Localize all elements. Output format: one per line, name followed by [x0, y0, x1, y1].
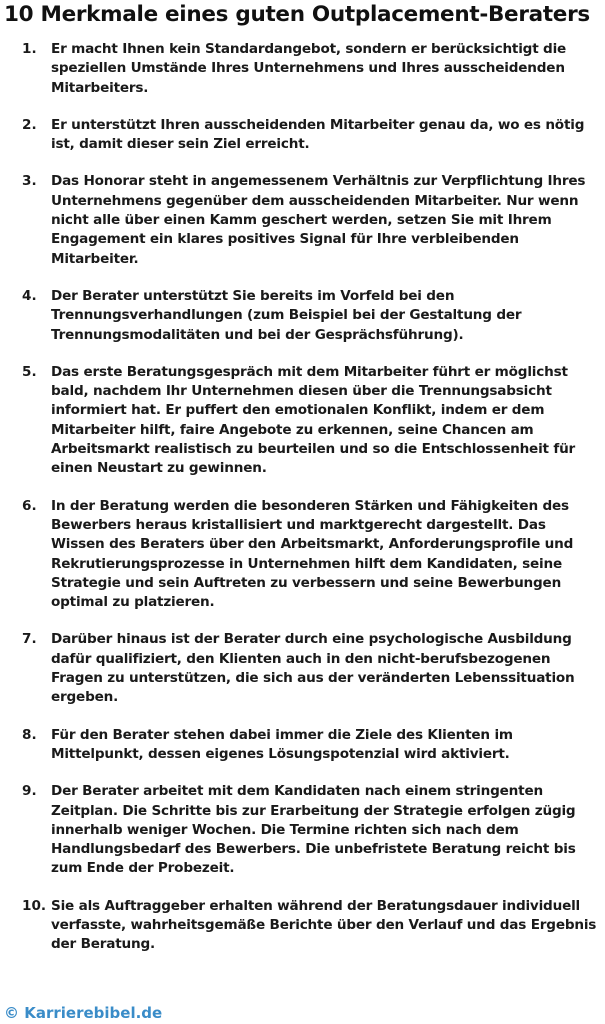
list-item-text: Das erste Beratungsgespräch mit dem Mitarbeiter führt er möglichst bald, nachdem Ihr Unternehmen diesen über die Trennungsabsicht informiert hat. Er puffert den emotionalen Konflikt, indem er dem Mitarbeiter hilft, faire Angebote zu erkennen, seine Chancen am Arbeitsmarkt realistisch zu beurteilen und so die Entschlossenheit für einen Neustart zu gewinnen. [51, 363, 576, 477]
list-item-number: 7. [22, 631, 37, 648]
list-item [22, 363, 602, 479]
list-item-text: Das Honorar steht in angemessenem Verhältnis zur Verpflichtung Ihres Unternehmens gegenüber dem ausscheidenden Mitarbeiter. Nur wenn nicht alle über einen Kamm geschert werden, setzen Sie mit Ihrem Engagement ein klares positives Signal für Ihre verbleibenden Mitarbeiter. [51, 173, 586, 267]
list-item [22, 172, 602, 268]
list-item-text: Darüber hinaus ist der Berater durch eine psychologische Ausbildung dafür qualifiziert, den Klienten auch in den nicht-berufsbezogenen Fragen zu unterstützen, die sich aus der veränderten Lebenssituation ergeben. [51, 631, 575, 706]
feature-list [22, 40, 602, 973]
list-item-text: Sie als Auftraggeber erhalten während der Beratungsdauer individuell verfasste, wahrheitsgemäße Berichte über den Verlauf und das Ergebnis der Beratung. [51, 897, 597, 953]
list-item-text: In der Beratung werden die besonderen Stärken und Fähigkeiten des Bewerbers heraus kristallisiert und marktgerecht dargestellt. Das Wissen des Beraters über den Arbeitsmarkt, Anforderungsprofile und Rekrutierungsprozesse in Unternehmen hilft dem Kandidaten, seine Strategie und sein Auftreten zu verbessern und seine Bewerbungen optimal zu platzieren. [51, 497, 574, 611]
list-item [22, 497, 602, 613]
list-item-text: Er unterstützt Ihren ausscheidenden Mitarbeiter genau da, wo es nötig ist, damit dieser sein Ziel erreicht. [51, 116, 585, 153]
list-item [22, 630, 602, 707]
list-item-number: 3. [22, 173, 37, 190]
list-item-text: Der Berater unterstützt Sie bereits im Vorfeld bei den Trennungsverhandlungen (zum Beispiel bei der Gestaltung der Trennungsmodalitäten und bei der Gesprächsführung). [51, 287, 522, 343]
list-item-number: 1. [22, 41, 37, 57]
list-item-text: Für den Berater stehen dabei immer die Ziele des Klienten im Mittelpunkt, dessen eigenes Lösungspotenzial wird aktiviert. [51, 726, 513, 762]
list-item-number: 10. [22, 897, 47, 914]
list-item [22, 782, 602, 878]
document-title: 10 Merkmale eines guten Outplacement-Beraters [4, 2, 590, 27]
list-item-number: 9. [22, 783, 37, 800]
list-item-number: 8. [22, 726, 37, 743]
list-item-number: 5. [22, 363, 37, 380]
list-item-number: 4. [22, 287, 37, 304]
list-item [22, 897, 602, 955]
copyright-footer: © Karrierebibel.de [4, 1004, 163, 1022]
list-item [22, 116, 602, 155]
list-item [22, 726, 602, 765]
list-item [22, 287, 602, 345]
list-item-text: Der Berater arbeitet mit dem Kandidaten nach einem stringenten Zeitplan. Die Schritte bis zur Erarbeitung der Strategie erfolgen zügig innerhalb weniger Wochen. Die Termine richten sich nach dem Handlungsbedarf des Bewerbers. Die unbefristete Beratung reicht bis zum Ende der Probezeit. [51, 783, 576, 877]
list-item-number: 2. [22, 116, 37, 133]
list-item-number: 6. [22, 497, 37, 514]
list-item [22, 40, 602, 98]
list-item-text: Er macht Ihnen kein Standardangebot, sondern er berücksichtigt die speziellen Umstände Ihres Unternehmens und Ihres ausscheidenden Mitarbeiters. [51, 41, 567, 96]
